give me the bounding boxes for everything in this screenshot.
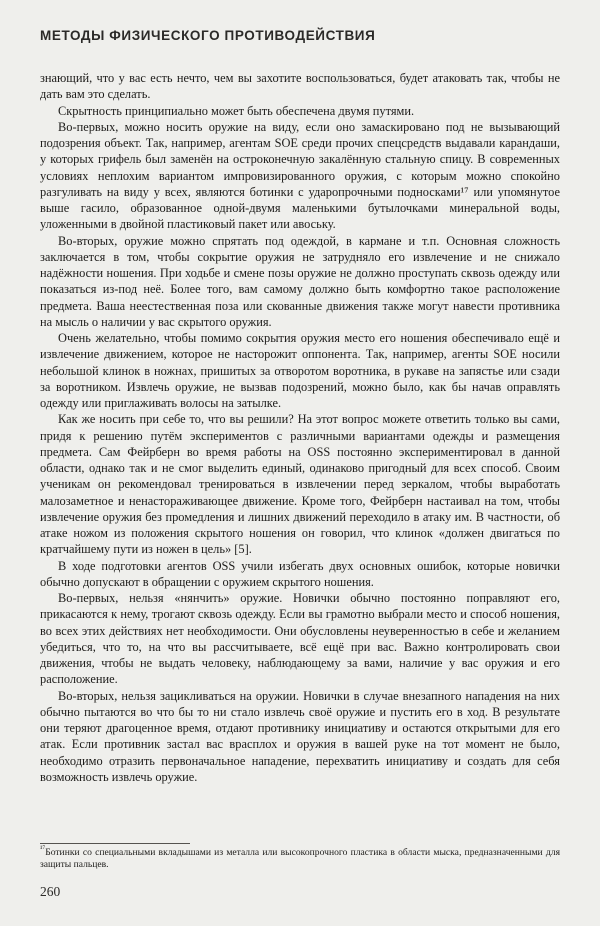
footnote-marker: ¹⁷	[40, 843, 46, 853]
footnote-text: $^{^{17}}$Ботинки со специальными вкладышами из металла или высокопрочного пластика в области мыска, предназначенными для защиты пальцев.	[40, 843, 560, 870]
paragraph: Скрытность принципиально может быть обеспечена двумя путями.	[58, 103, 415, 118]
paragraph: Во-первых, нельзя «нянчить» оружие. Новички обычно постоянно поправляют его, прикасаются к нему, трогают сквозь одежду. Если вы грамотно выбрали место и способ ношения, во всех этих действиях нет необходимости. Они обусловлены неуверенностью в себе и желанием убедиться, что то, на что вы рассчитываете, всё ещё при вас. Важно контролировать свои движения, чтобы не выдать человеку, наблюдающему за вами, наличие у вас оружия и его расположение.	[40, 591, 560, 687]
running-header: МЕТОДЫ ФИЗИЧЕСКОГО ПРОТИВОДЕЙСТВИЯ	[40, 28, 376, 43]
paragraph: знающий, что у вас есть нечто, чем вы захотите воспользоваться, будет атаковать так, чтобы не дать вам это сделать.	[40, 71, 560, 102]
footnote-divider	[40, 843, 190, 844]
paragraph: Во-вторых, нельзя зацикливаться на оружии. Новички в случае внезапного нападения на них обычно пытаются во что бы то ни стало извлечь своё оружие и пустить его в ход. В результате они теряют драгоценное время, отдают противнику инициативу и остаются открытыми для его атак. Если противник застал вас врасплох и оружия в вашей руке на тот момент не было, необходимо отразить первоначальное нападение, перехватить инициативу и создать для себя возможность извлечь оружие.	[40, 688, 560, 784]
paragraph: Как же носить при себе то, что вы решили? На этот вопрос можете ответить только вы сами, придя к решению путём экспериментов с различными вариантами одежды и размещения предмета. Сам Фейрберн во время работы на OSS постоянно экспериментировал в данной области, однако так и не смог выделить единый, одинаково пригодный для всех способ. Своим ученикам он рекомендовал тренироваться в извлечении перед зеркалом, чтобы выработать малозаметное и ненастораживающее движение. Кроме того, Фейрберн настаивал на том, чтобы извлечение оружия без промедления и лишних движений переходило в атаку им. В частности, об атаке ножом из положения скрытого ношения он говорил, что клинок «должен двигаться по кратчайшему пути из ножен в цель» [5].	[40, 412, 560, 557]
paragraph: Во-первых, можно носить оружие на виду, если оно замаскировано под не вызывающий подозрения объект. Так, например, агентам SOE среди прочих спецсредств выдавали карандаши, у которых грифель был заменён на остроконечную закалённую стальную спицу. В современных условиях неплохим вариантом импровизированного оружия, с которым можно спокойно разгуливать на виду у всех, являются ботинки с ударопрочными подносками¹⁷ или упомянутое выше гасило, образованное одной-двумя маленькими бутылочками минеральной воды, уложенными в двойной пластиковый пакет или авоську.	[40, 119, 560, 232]
body-text	[40, 70, 560, 785]
footnote	[40, 843, 560, 871]
paragraph: В ходе подготовки агентов OSS учили избегать двух основных ошибок, которые новички обычно допускают в обращении с оружием скрытого ношения.	[40, 558, 560, 589]
page-number: 260	[40, 884, 61, 899]
paragraph: Во-вторых, оружие можно спрятать под одеждой, в кармане и т.п. Основная сложность заключается в том, чтобы сокрытие оружия не затрудняло его извлечение и не снижало надёжности ношения. При ходьбе и смене позы оружие не должно проступать сквозь одежду или показаться из-под неё. Более того, вам самому должно быть комфортно такое расположение предмета. Ваша неестественная поза или скованные движения также могут навести противника на мысль о наличии у вас скрытого оружия.	[40, 233, 560, 329]
paragraph: Очень желательно, чтобы помимо сокрытия оружия место его ношения обеспечивало ещё и извлечение движением, которое не насторожит оппонента. Так, например, агенты SOE носили небольшой клинок в ножнах, пришитых за отворотом воротника, в рукаве на запястье или сзади за воротником. Извлечь оружие, не вызвав подозрений, можно было, как бы начав оправлять одежду или приглаживать волосы на затылке.	[40, 331, 560, 410]
